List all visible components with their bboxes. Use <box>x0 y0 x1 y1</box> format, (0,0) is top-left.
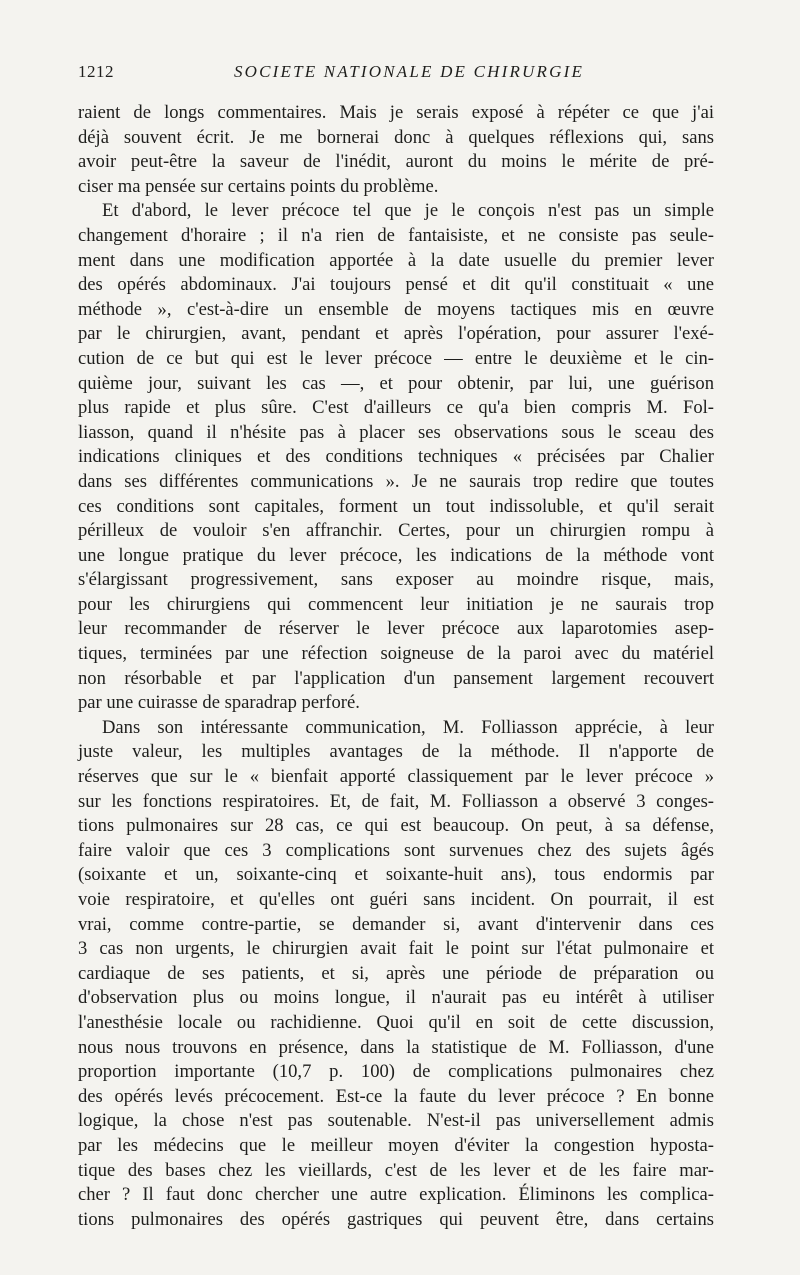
text-line: des opérés levés précocement. Est-ce la faute du lever précoce ? En bonne <box>78 1085 714 1107</box>
text-line: tique des bases chez les vieillards, c'est de les lever et de les faire mar- <box>78 1159 714 1181</box>
text-line: changement d'horaire ; il n'a rien de fantaisiste, et ne consiste pas seule- <box>78 224 714 246</box>
text-line: cher ? Il faut donc chercher une autre explication. Éliminons les complica- <box>78 1184 714 1206</box>
text-line: plus rapide et plus sûre. C'est d'ailleurs ce qu'a bien compris M. Fol- <box>78 397 714 419</box>
text-line: (soixante et un, soixante-cinq et soixante-huit ans), tous endormis par <box>78 864 714 886</box>
text-line: raient de longs commentaires. Mais je serais exposé à répéter ce que j'ai <box>78 102 714 123</box>
paragraph <box>78 101 714 199</box>
text-line: tions pulmonaires sur 28 cas, ce qui est beaucoup. On peut, à sa défense, <box>78 815 714 837</box>
text-line: logique, la chose n'est pas soutenable. N'est-il pas universellement admis <box>78 1110 714 1132</box>
running-head <box>78 62 714 86</box>
text-line: cution de ce but qui est le lever précoce — entre le deuxième et le cin- <box>78 347 714 369</box>
text-line: 3 cas non urgents, le chirurgien avait fait le point sur l'état pulmonaire et <box>78 938 714 960</box>
text-line: des opérés abdominaux. J'ai toujours pensé et dit qu'il constituait « une <box>78 274 714 296</box>
text-line: Et d'abord, le lever précoce tel que je le conçois n'est pas un simple <box>102 200 714 222</box>
text-line: déjà souvent écrit. Je me bornerai donc à quelques réflexions qui, sans <box>78 126 714 148</box>
text-line: tions pulmonaires des opérés gastriques qui peuvent être, dans certains <box>78 1208 714 1230</box>
text-line: voie respiratoire, et qu'elles ont guéri sans incident. On pourrait, il est <box>78 889 714 910</box>
text-line: faire valoir que ces 3 complications sont survenues chez des sujets âgés <box>78 839 714 861</box>
text-line: d'observation plus ou moins longue, il n'aurait pas eu intérêt à utiliser <box>78 987 714 1009</box>
text-line: réserves que sur le « bienfait apporté classiquement par le lever précoce » <box>78 766 714 788</box>
text-line: avoir peut-être la saveur de l'inédit, auront du moins le mérite de pré- <box>78 151 714 173</box>
text-line: pour les chirurgiens qui commencent leur initiation je ne saurais trop <box>78 593 714 615</box>
text-line: tiques, terminées par une réfection soigneuse de la paroi avec du matériel <box>78 643 714 665</box>
text-line: périlleux de vouloir s'en affranchir. Certes, pour un chirurgien rompu à <box>78 520 714 542</box>
text-line: ciser ma pensée sur certains points du problème. <box>78 175 439 197</box>
paragraph <box>78 716 714 1232</box>
text-line: l'anesthésie locale ou rachidienne. Quoi qu'il en soit de cette discussion, <box>78 1011 714 1033</box>
text-line: méthode », c'est-à-dire un ensemble de moyens tactiques mis en œuvre <box>78 298 714 320</box>
text-line: cardiaque de ses patients, et si, après une période de préparation ou <box>78 962 714 984</box>
text-line: s'élargissant progressivement, sans exposer au moindre risque, mais, <box>78 569 714 591</box>
text-line: indications cliniques et des conditions techniques « précisées par Chalier <box>78 446 714 468</box>
text-line: Dans son intéressante communication, M. Folliasson apprécie, à leur <box>102 716 714 738</box>
text-line: dans ses différentes communications ». Je ne saurais trop redire que toutes <box>78 470 714 492</box>
text-line: ces conditions sont capitales, forment un tout indissoluble, et qu'il serait <box>78 495 714 517</box>
text-line: quième jour, suivant les cas —, et pour obtenir, par lui, une guérison <box>78 372 714 394</box>
paragraph <box>78 199 714 715</box>
text-line: juste valeur, les multiples avantages de la méthode. Il n'apporte de <box>78 741 714 763</box>
text-line: sur les fonctions respiratoires. Et, de fait, M. Folliasson a observé 3 conges- <box>78 790 714 812</box>
page-number: 1212 <box>78 62 114 81</box>
text-line: leur recommander de réserver le lever précoce aux laparotomies asep- <box>78 618 714 640</box>
text-line: proportion importante (10,7 p. 100) de complications pulmonaires chez <box>78 1061 714 1083</box>
text-line: ment dans une modification apportée à la date usuelle du premier lever <box>78 249 714 271</box>
text-line: par les médecins que le meilleur moyen d'éviter la congestion hyposta- <box>78 1134 714 1156</box>
text-line: par une cuirasse de sparadrap perforé. <box>78 692 360 714</box>
text-line: une longue pratique du lever précoce, les indications de la méthode vont <box>78 544 714 566</box>
text-line: par le chirurgien, avant, pendant et après l'opération, pour assurer l'exé- <box>78 323 714 345</box>
text-line: liasson, quand il n'hésite pas à placer ses observations sous le sceau des <box>78 421 714 443</box>
running-title: SOCIETE NATIONALE DE CHIRURGIE <box>233 62 585 81</box>
text-line: non résorbable et par l'application d'un pansement largement recouvert <box>78 667 714 689</box>
text-line: nous nous trouvons en présence, dans la statistique de M. Folliasson, d'une <box>78 1036 714 1058</box>
text-line: vrai, comme contre-partie, se demander si, avant d'intervenir dans ces <box>78 913 714 935</box>
body-text <box>78 101 714 1232</box>
